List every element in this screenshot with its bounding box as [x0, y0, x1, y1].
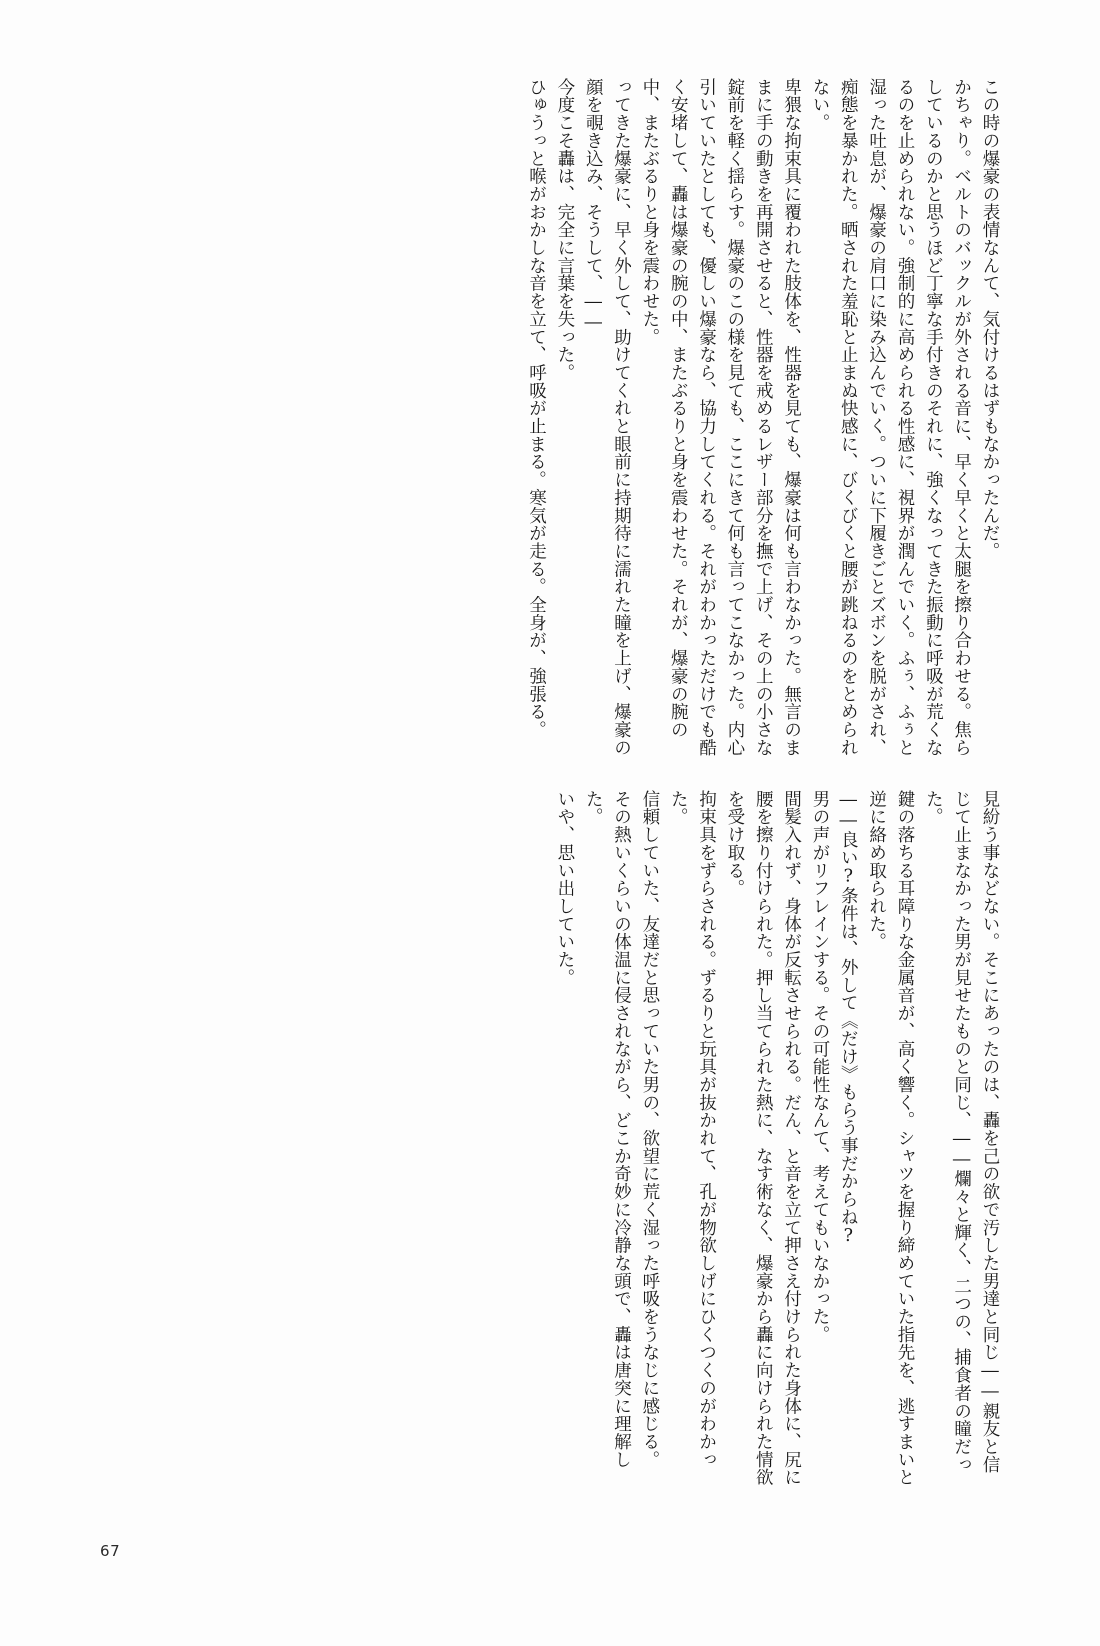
paragraph: 卑猥な拘束具に覆われた肢体を、性器を見ても、爆豪は何も言わなかった。無言のままに手の動きを再開させると、性器を戒めるレザー部分を撫で上げ、その上の小さな錠前を軽く揺らす。爆豪のこの様を見ても、ここにきて何も言ってこなかった。内心引いていたとしても、優しい爆豪なら、協力してくれる。それがわかっただけでも酷く安堵して、轟は爆豪の腕の中、またぶるりと身を震わせた。それが、爆豪の腕の中、またぶるりと身を震わせた。	[639, 78, 802, 757]
paragraph: 信頼していた、友達だと思っていた男の、欲望に荒く湿った呼吸をうなじに感じる。	[639, 790, 660, 1469]
page-number: 67	[100, 1542, 121, 1560]
paragraph: 間髪入れず、身体が反転させられる。だん、と音を立て押さえ付けられた身体に、尻に腰を擦り付けられた。押し当てられた熱に、なす術なく、爆豪から轟に向けられた情欲を受け取る。	[724, 790, 802, 1487]
body-text-block-lower	[264, 790, 1004, 1490]
paragraph: この時の爆豪の表情なんて、気付けるはずもなかったんだ。	[980, 78, 1000, 560]
paragraph: ――良い?条件は、外して《だけ》もらう事だからね?	[838, 790, 859, 1247]
paragraph: かちゃり。ベルトのバックルが外される音に、早く早くと太腿を擦り合わせる。焦らしているのかと思うほど丁寧な手付きのそれに、強くなってきた振動に呼吸が荒くなるのを止められない。強制的に高められる性感に、視界が潤んでいく。ふぅ、ふぅと湿った吐息が、爆豪の肩口に染み込んでいく。ついに下履きごとズボンを脱がされ、痴態を暴かれた。晒された羞恥と止まぬ快感に、びくびくと腰が跳ねるのをとめられない。	[809, 78, 972, 757]
paragraph: ってきた爆豪に、早く外して、助けてくれと眼前に持期待に濡れた瞳を上げ、爆豪の顔を覗き込み、そうして、――	[583, 78, 632, 757]
paragraph: 鍵の落ちる耳障りな金属音が、高く響く。シャツを握り締めていた指先を、逃すまいと逆に絡め取られた。	[866, 790, 915, 1487]
paragraph: ひゅうっと喉がおかしな音を立て、呼吸が止まる。寒気が走る。全身が、強張る。	[526, 78, 547, 739]
body-text-block-upper	[264, 78, 1004, 760]
paragraph: 拘束具をずらされる。ずるりと玩具が抜かれて、孔が物欲しげにひくつくのがわかった。	[668, 790, 717, 1469]
paragraph: 今度こそ轟は、完全に言葉を失った。	[554, 78, 575, 382]
paragraph: 見紛う事などない。そこにあったのは、轟を己の欲で汚した男達と同じ――親友と信じて止まなかった男が見せたものと同じ、――爛々と輝く、二つの、捕食者の瞳だった。	[923, 790, 1000, 1474]
paragraph: 男の声がリフレインする。その可能性なんて、考えてもいなかった。	[809, 790, 830, 1344]
paragraph: いや、思い出していた。	[554, 790, 575, 987]
paragraph: その熱いくらいの体温に侵されながら、どこか奇妙に冷静な頭で、轟は唐突に理解した。	[583, 790, 632, 1469]
